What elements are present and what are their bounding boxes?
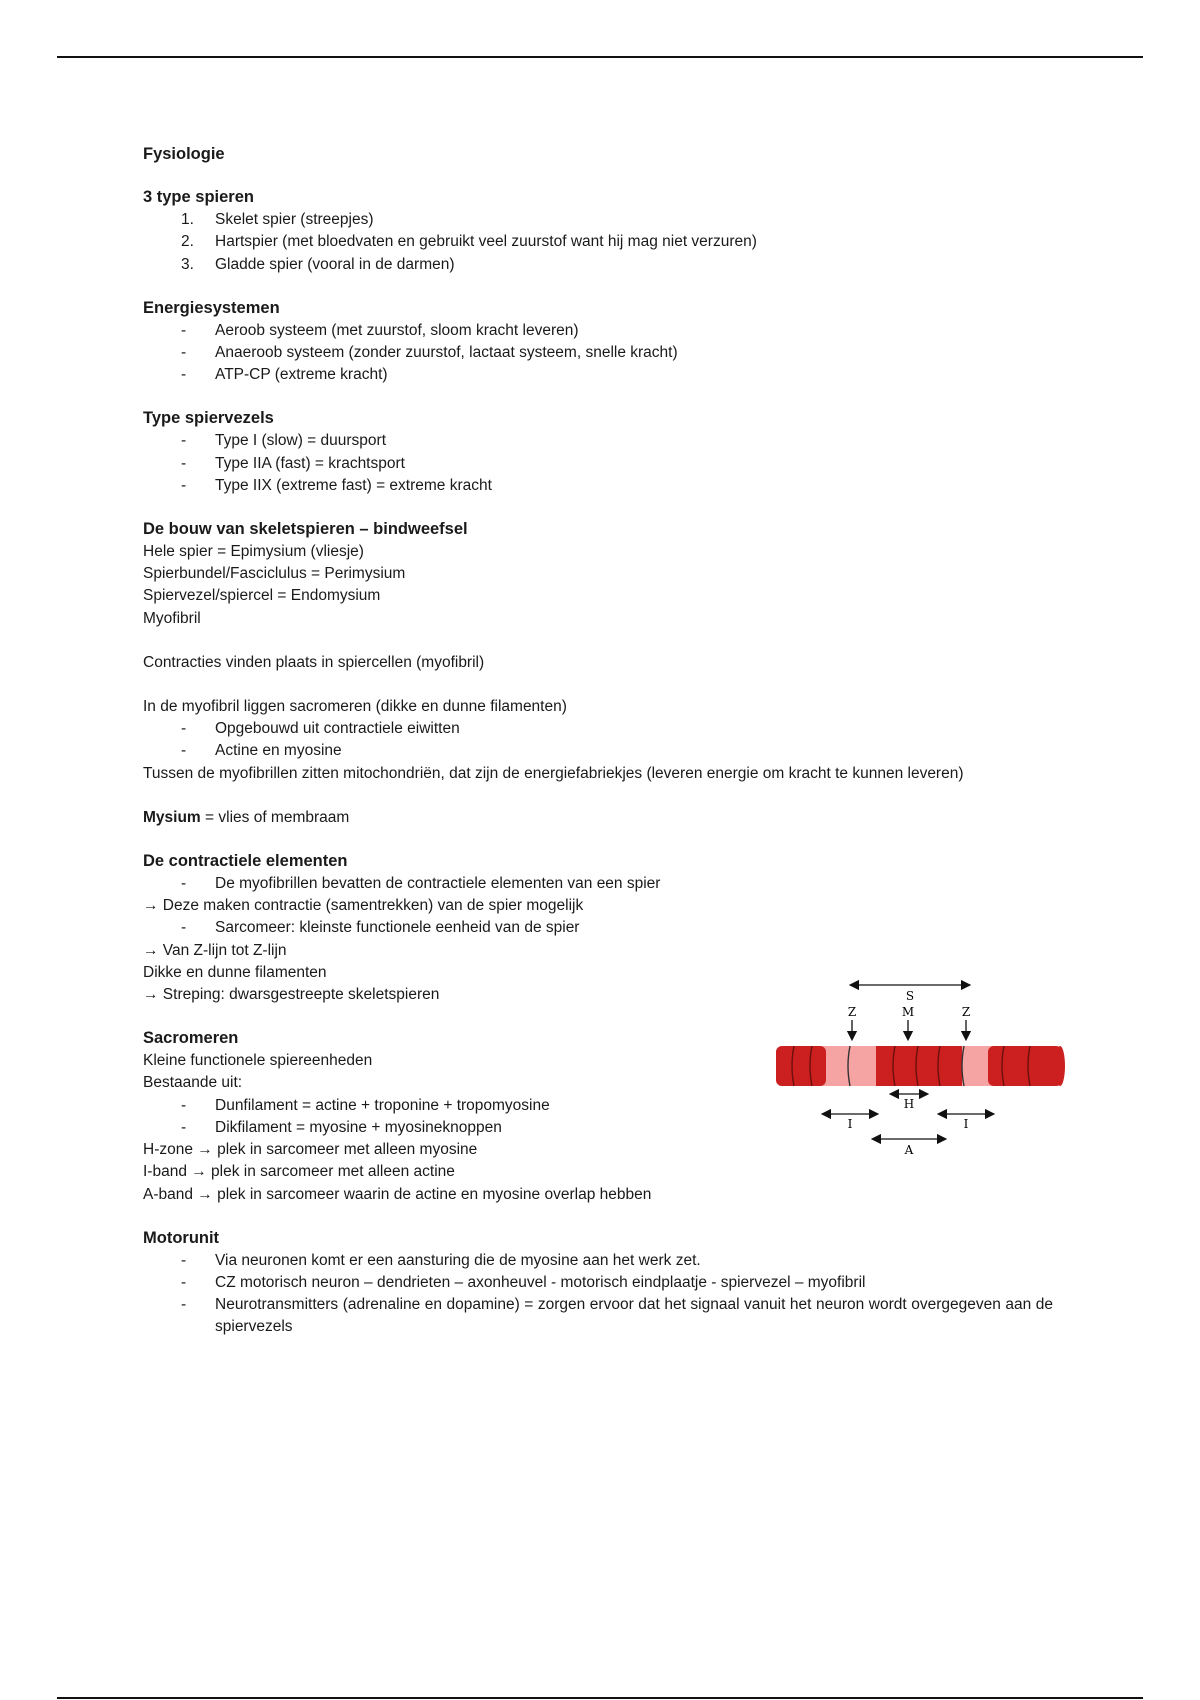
list-item-text: Actine en myosine [215,742,342,760]
list-item [143,231,1063,253]
list-marker: - [181,875,187,893]
section-bouw [143,517,1063,829]
dark-band [876,1046,962,1086]
bullet-list [143,1250,1063,1339]
list-marker: - [181,321,187,339]
label-a: A [904,1143,914,1157]
list-item [143,1272,1063,1294]
section-heading: Type spiervezels [143,409,274,428]
list-marker: 2. [181,233,194,251]
list-marker: - [181,742,187,760]
list-item-text: De myofibrillen bevatten de contractiele elementen van een spier [215,875,661,893]
list-item [143,453,1063,475]
section-heading: De contractiele elementen [143,852,348,871]
label-z-left: Z [847,1005,857,1019]
footer-rule [57,1697,1143,1699]
bullet-list [143,718,1063,762]
list-marker: - [181,366,187,384]
label-i-left: I [847,1117,853,1131]
list-marker: - [181,720,187,738]
section-heading: Sacromeren [143,1029,239,1048]
list-marker: - [181,344,187,362]
page-title: Fysiologie [143,145,225,163]
list-item-text: Hartspier (met bloedvaten en gebruikt veel zuurstof want hij mag niet verzuren) [215,233,757,251]
text-line: Hele spier = Epimysium (vliesje) [143,543,364,561]
list-item [143,320,1063,342]
section-energie [143,296,1063,387]
list-item [143,740,1063,762]
list-item-text: Aeroob systeem (met zuurstof, sloom kracht leveren) [215,321,579,339]
text-line: In de myofibril liggen sacromeren (dikke en dunne filamenten) [143,698,567,716]
list-item-text: Anaeroob systeem (zonder zuurstof, lactaat systeem, snelle kracht) [215,344,678,362]
list-item [143,475,1063,497]
text-line: Myofibril [143,609,201,627]
header-rule [57,56,1143,58]
list-marker: - [181,1251,187,1269]
text-line: → Deze maken contractie (samentrekken) van de spier mogelijk [143,897,584,915]
list-marker: - [181,1096,187,1114]
section-heading: 3 type spieren [143,188,254,207]
list-item-text: Type I (slow) = duursport [215,432,386,450]
text-line: Spiervezel/spiercel = Endomysium [143,587,381,605]
section-heading: Motorunit [143,1228,220,1247]
bullet-list [143,873,1063,895]
text-line: Tussen de myofibrillen zitten mitochondriën, dat zijn de energiefabriekjes (leveren energie om kracht te kunnen leveren) [143,764,964,782]
text-line: Kleine functionele spiereenheden [143,1052,373,1070]
list-marker: - [181,1273,187,1291]
list-item-text: ATP-CP (extreme kracht) [215,366,388,384]
list-item-text: Via neuronen komt er een aansturing die de myosine aan het werk zet. [215,1251,701,1269]
text-line: I-band → plek in sarcomeer met alleen actine [143,1163,455,1181]
text-line: Dikke en dunne filamenten [143,963,327,981]
section-motor [143,1226,1063,1339]
section-heading: Energiesystemen [143,298,280,317]
list-item [143,873,1063,895]
text-line: Bestaande uit: [143,1074,243,1092]
list-marker: - [181,1296,187,1314]
list-item-text: CZ motorisch neuron – dendrieten – axonheuvel - motorisch eindplaatje - spiervezel – myofibril [215,1273,866,1291]
text-line: → Streping: dwarsgestreepte skeletspieren [143,986,440,1004]
fiber-end [1055,1046,1065,1086]
dark-band [988,1046,1062,1086]
list-item [143,364,1063,386]
list-item-text: Dikfilament = myosine + myosineknoppen [215,1118,502,1136]
text-line: H-zone → plek in sarcomeer met alleen myosine [143,1141,478,1159]
list-item-text: Type IIX (extreme fast) = extreme kracht [215,476,492,494]
label-h: H [903,1097,915,1111]
text-line: Contracties vinden plaats in spiercellen (myofibril) [143,653,485,671]
list-item [143,209,1063,231]
section-heading: De bouw van skeletspieren – bindweefsel [143,520,468,539]
list-marker: - [181,476,187,494]
list-item [143,254,1063,276]
list-item [143,1250,1063,1272]
list-marker: - [181,432,187,450]
section-spieren [143,185,1063,276]
numbered-list [143,209,1063,276]
list-item-text: Skelet spier (streepjes) [215,211,374,229]
text-line: A-band → plek in sarcomeer waarin de actine en myosine overlap hebben [143,1185,652,1203]
dark-band [776,1046,826,1086]
list-item [143,342,1063,364]
label-i-right: I [963,1117,969,1131]
list-item-text: Sarcomeer: kleinste functionele eenheid van de spier [215,919,580,937]
list-item [143,430,1063,452]
list-item-text: Opgebouwd uit contractiele eiwitten [215,720,460,738]
sarcomere-fiber [776,1046,1065,1086]
list-item [143,718,1063,740]
label-m: M [901,1005,915,1019]
text-line: Spierbundel/Fasciclulus = Perimysium [143,565,406,583]
bullet-list [143,320,1063,387]
list-marker: 3. [181,255,194,273]
sarcomere-illustration [742,930,1096,1200]
label-s: S [905,989,915,1003]
term: Mysium [143,808,201,826]
text-line [143,807,1063,829]
list-marker: - [181,1118,187,1136]
label-z-right: Z [961,1005,971,1019]
list-marker: - [181,919,187,937]
definition: = vlies of membraam [200,808,350,826]
section-vezels [143,406,1063,497]
list-marker: - [181,454,187,472]
list-item-text: Neurotransmitters (adrenaline en dopamine) = zorgen ervoor dat het signaal vanuit het neuron wordt overgegeven aan de spiervezels [215,1296,1053,1336]
list-item-text: Type IIA (fast) = krachtsport [215,454,405,472]
list-item-text: Dunfilament = actine + troponine + tropomyosine [215,1096,550,1114]
text-line: → Van Z-lijn tot Z-lijn [143,941,287,959]
sarcomere-diagram [742,930,1096,1200]
bullet-list [143,430,1063,497]
list-item-text: Gladde spier (vooral in de darmen) [215,255,455,273]
list-item [143,1294,1063,1338]
list-marker: 1. [181,211,194,229]
